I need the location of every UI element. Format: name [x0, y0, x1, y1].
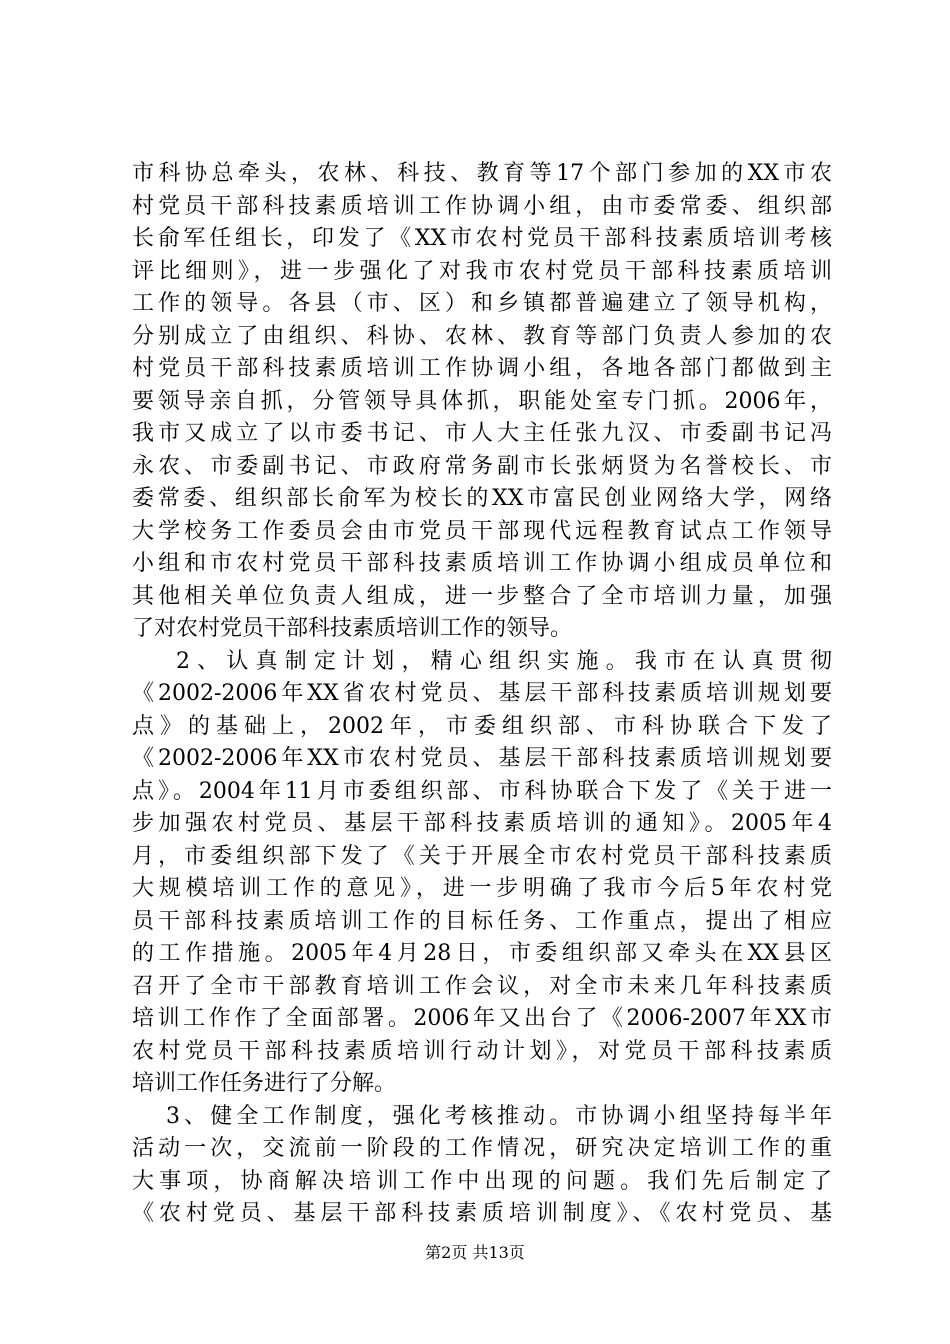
- text-line: 分别成立了由组织、科协、农林、教育等部门负责人参加的农: [132, 323, 832, 349]
- text-line: 《2002-2006年XX省农村党员、基层干部科技素质培训规划要: [132, 681, 832, 706]
- text-line: 点》。2004年11月市委组织部、市科协联合下发了《关于进一: [132, 778, 832, 804]
- text-line: 要领导亲自抓，分管领导具体抓，职能处室专门抓。2006年，: [132, 388, 832, 414]
- text-line: 大规模培训工作的意见》，进一步明确了我市今后5年农村党: [132, 876, 832, 901]
- text-line: 大学校务工作委员会由市党员干部现代远程教育试点工作领导: [132, 518, 832, 544]
- text-line: 永农、市委副书记、市政府常务副市长张炳贤为名誉校长、市: [132, 453, 832, 479]
- text-line: 的工作措施。2005年4月28日，市委组织部又牵头在XX县区: [132, 941, 832, 966]
- text-line: 培训工作作了全面部署。2006年又出台了《2006-2007年XX市: [132, 1006, 832, 1031]
- paragraph-start-line: 3、健全工作制度，强化考核推动。市协调小组坚持每半年: [166, 1103, 832, 1129]
- text-line: 村党员干部科技素质培训工作协调小组，各地各部门都做到主: [132, 356, 832, 381]
- text-line: 我市又成立了以市委书记、市人大主任张九汉、市委副书记冯: [132, 421, 832, 446]
- text-line: 工作的领导。各县（市、区）和乡镇都普遍建立了领导机构，: [132, 291, 832, 316]
- text-line: 月，市委组织部下发了《关于开展全市农村党员干部科技素质: [132, 843, 832, 869]
- text-line: 《2002-2006年XX市农村党员、基层干部科技素质培训规划要: [132, 746, 832, 771]
- text-line: 农村党员干部科技素质培训行动计划》，对党员干部科技素质: [132, 1038, 832, 1064]
- text-line: 点》的基础上，2002年，市委组织部、市科协联合下发了: [132, 713, 832, 739]
- document-body: [132, 158, 832, 1231]
- text-line: 小组和市农村党员干部科技素质培训工作协调小组成员单位和: [132, 551, 832, 576]
- text-line: 委常委、组织部长俞军为校长的XX市富民创业网络大学，网络: [132, 486, 832, 511]
- text-line: 大事项，协商解决培训工作中出现的问题。我们先后制定了: [132, 1168, 832, 1194]
- text-line: 评比细则》，进一步强化了对我市农村党员干部科技素质培训: [132, 258, 832, 284]
- text-line: 市科协总牵头，农林、科技、教育等17个部门参加的XX市农: [132, 161, 832, 186]
- paragraph-start-line: 2、认真制定计划，精心组织实施。我市在认真贯彻: [176, 648, 832, 674]
- text-line: 员干部科技素质培训工作的目标任务、工作重点，提出了相应: [132, 908, 832, 934]
- page-number-label: 第2页 共13页: [425, 1243, 525, 1262]
- text-line: 步加强农村党员、基层干部科技素质培训的通知》。2005年4: [132, 811, 832, 836]
- text-line: 培训工作任务进行了分解。: [132, 1071, 397, 1096]
- page-footer: [0, 1240, 950, 1263]
- text-line: 《农村党员、基层干部科技素质培训制度》、《农村党员、基: [132, 1201, 832, 1226]
- text-line: 了对农村党员干部科技素质培训工作的领导。: [132, 616, 573, 641]
- text-line: 活动一次，交流前一阶段的工作情况，研究决定培训工作的重: [132, 1136, 832, 1161]
- text-line: 其他相关单位负责人组成，进一步整合了全市培训力量，加强: [132, 583, 832, 609]
- text-line: 长俞军任组长，印发了《XX市农村党员干部科技素质培训考核: [132, 226, 832, 251]
- text-line: 村党员干部科技素质培训工作协调小组，由市委常委、组织部: [132, 193, 832, 219]
- text-line: 召开了全市干部教育培训工作会议，对全市未来几年科技素质: [132, 973, 832, 999]
